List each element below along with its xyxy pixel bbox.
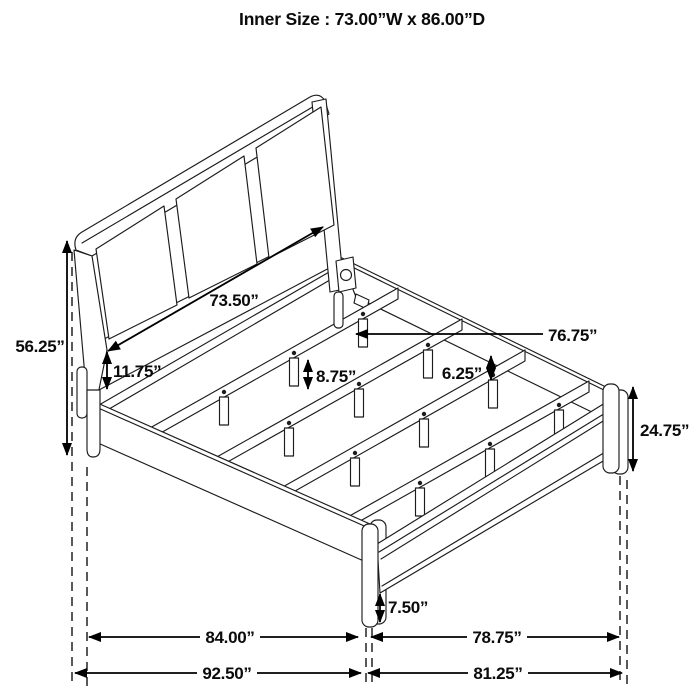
footboard-right-post [603, 384, 619, 473]
dim-slat-leg-height-label: 8.75” [316, 367, 357, 386]
dim-headboard-height [15, 241, 67, 455]
dim-footboard-outer-width-label: 81.25” [473, 664, 523, 683]
dim-footboard-inner-width [371, 628, 619, 647]
dim-footboard-clearance [380, 594, 428, 622]
dim-footboard-clearance-label: 7.50” [388, 598, 429, 617]
headboard-right-leg [334, 292, 343, 328]
dim-rail-to-slat-height-label: 6.25” [441, 364, 482, 383]
dim-overall-depth-label: 92.50” [202, 664, 252, 683]
dim-footboard-height-label: 24.75” [640, 421, 690, 440]
dim-slat-area-length-label: 84.00” [205, 628, 255, 647]
dim-headboard-width-label: 73.50” [209, 291, 259, 310]
bracket-hole [341, 270, 352, 281]
dim-slat-leg-height [308, 360, 356, 389]
front-side-rail [89, 401, 371, 562]
dim-footboard-inner-width-label: 78.75” [472, 628, 522, 647]
dim-side-rail-length-label: 76.75” [548, 326, 598, 345]
page-title: Inner Size : 73.00”W x 86.00”D [239, 9, 485, 29]
dim-slat-area-length [89, 628, 358, 647]
headboard-back-leg [77, 367, 87, 418]
dim-footboard-outer-width [368, 664, 622, 683]
dim-headboard-rail-height-label: 11.75” [113, 362, 162, 381]
dim-footboard-height [633, 387, 689, 471]
footboard-panel [377, 403, 615, 593]
dim-headboard-height-label: 56.25” [15, 337, 65, 356]
footboard-left-post [362, 524, 378, 627]
slat [199, 319, 462, 478]
dim-overall-depth [75, 664, 361, 683]
headboard-front-leg [87, 390, 100, 457]
dim-side-rail-length [356, 326, 597, 345]
